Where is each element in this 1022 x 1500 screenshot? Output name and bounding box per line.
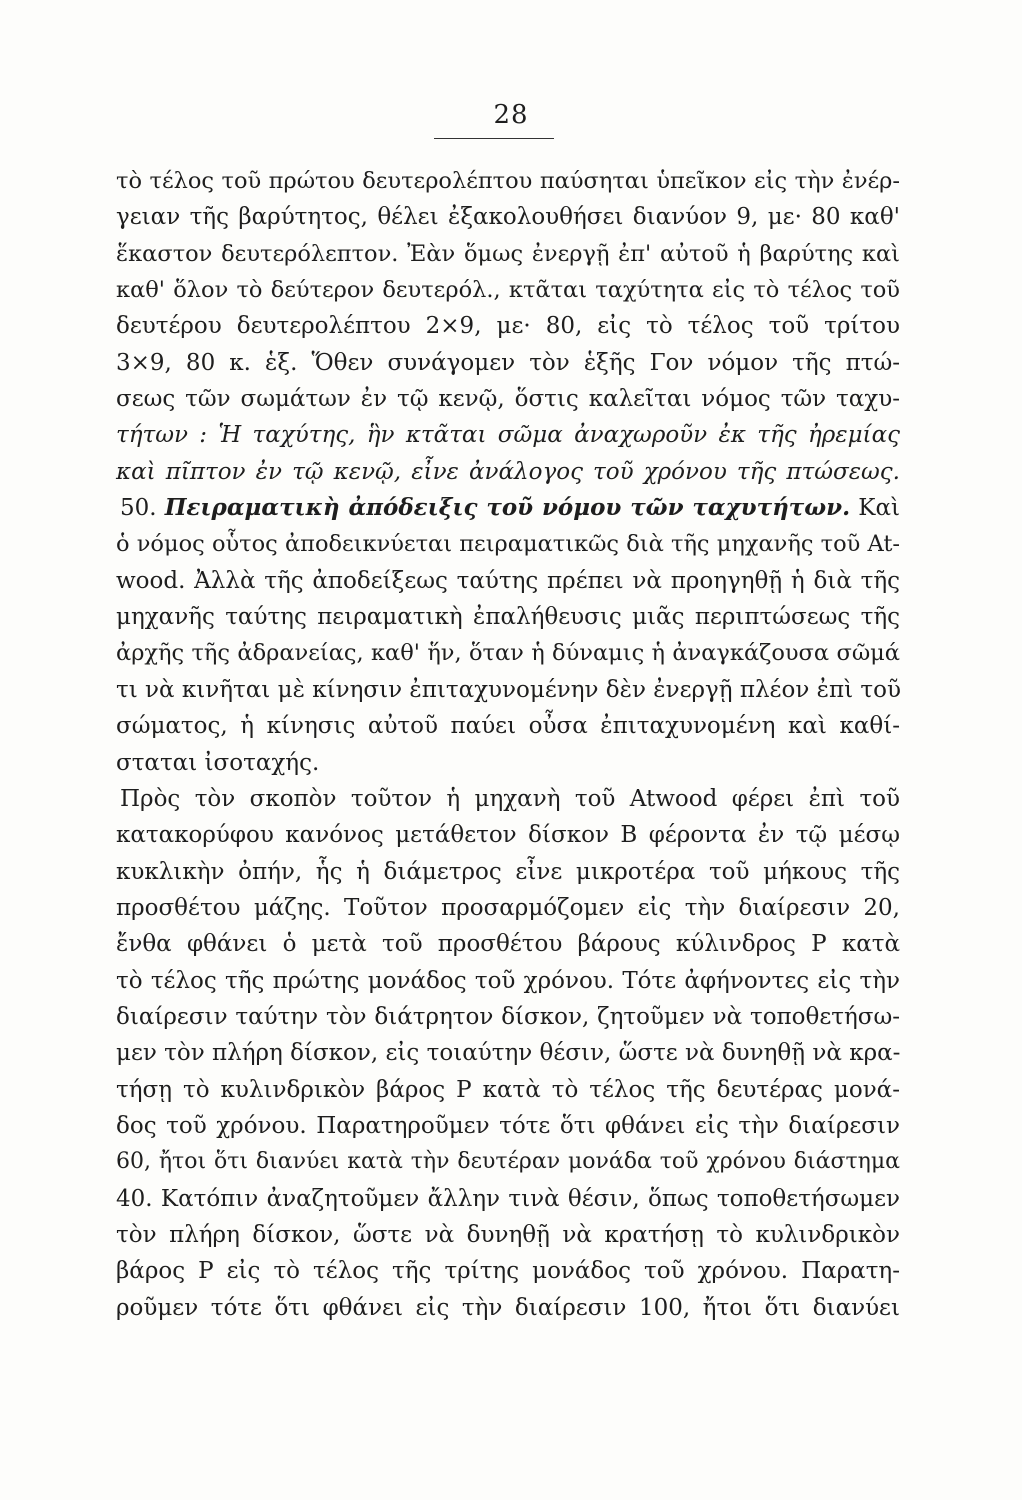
text-line: 40. Κατόπιν ἀναζητοῦμεν ἄλλην τινὰ θέσιν, ὅπως τοποθετήσωμεν — [116, 1185, 900, 1212]
text-line: σταται ἰσοταχής. — [116, 749, 320, 776]
section-number: 50. — [120, 495, 157, 522]
text-line: wood. Ἀλλὰ τῆς ἀποδείξεως ταύτης πρέπει νὰ προηγηθῇ ἡ διὰ τῆς — [116, 567, 900, 594]
text-line: τήσῃ τὸ κυλινδρικὸν βάρος Ρ κατὰ τὸ τέλος τῆς δευτέρας μονά- — [116, 1076, 900, 1103]
text-line: σώματος, ἡ κίνησις αὐτοῦ παύει οὖσα ἐπιταχυνομένη καὶ καθί- — [116, 713, 900, 740]
text-line: γειαν τῆς βαρύτητος, θέλει ἐξακολουθήσει διανύον 9, με· 80 καθ' — [116, 204, 900, 231]
text-line: διαίρεσιν ταύτην τὸν διάτρητον δίσκον, ζητοῦμεν νὰ τοποθετήσω- — [116, 1003, 900, 1030]
text-line: τὸ τέλος τοῦ πρώτου δευτερολέπτου παύσηται ὑπεῖκον εἰς τὴν ἐνέρ- — [116, 168, 900, 194]
text-line: κυκλικὴν ὀπήν, ἧς ἡ διάμετρος εἶνε μικροτέρα τοῦ μήκους τῆς — [116, 858, 900, 885]
text-line: τὸ τέλος τῆς πρώτης μονάδος τοῦ χρόνου. Τότε ἀφήνοντες εἰς τὴν — [116, 967, 900, 994]
body-text — [116, 163, 900, 1326]
text-line: τι νὰ κινῆται μὲ κίνησιν ἐπιταχυνομένην δὲν ἐνεργῇ πλέον ἐπὶ τοῦ — [116, 676, 901, 703]
text-line: μηχανῆς ταύτης πειραματικὴ ἐπαλήθευσις μιᾶς περιπτώσεως τῆς — [116, 604, 900, 631]
text-line: μεν τὸν πλήρη δίσκον, εἰς τοιαύτην θέσιν, ὥστε νὰ δυνηθῇ νὰ κρα- — [116, 1040, 901, 1067]
section-heading-line — [116, 490, 900, 526]
text-line: κατακορύφου κανόνος μετάθετον δίσκον Β φέροντα ἐν τῷ μέσῳ — [116, 822, 900, 849]
header-rule — [434, 138, 554, 139]
text-line: 3×9, 80 κ. ἑξ. Ὅθεν συνάγομεν τὸν ἑξῆς Γον νόμον τῆς πτώ- — [116, 349, 900, 376]
text-line: ροῦμεν τότε ὅτι φθάνει εἰς τὴν διαίρεσιν 100, ἤτοι ὅτι διανύει — [116, 1294, 900, 1321]
text-line: δευτέρου δευτερολέπτου 2×9, με· 80, εἰς τὸ τέλος τοῦ τρίτου — [116, 313, 900, 340]
text-line: δος τοῦ χρόνου. Παρατηροῦμεν τότε ὅτι φθάνει εἰς τὴν διαίρεσιν — [116, 1112, 900, 1139]
section-title: Πειραματικὴ ἀπόδειξις τοῦ νόμου τῶν ταχυτήτων. — [164, 494, 851, 522]
text-line: προσθέτου μάζης. Τοῦτον προσαρμόζομεν εἰς τὴν διαίρεσιν 20, — [116, 894, 900, 921]
page-number: 28 — [493, 100, 529, 130]
text-line: ἔνθα φθάνει ὁ μετὰ τοῦ προσθέτου βάρους κύλινδρος Ρ κατὰ — [116, 931, 900, 958]
text-line: τὸν πλήρη δίσκον, ὥστε νὰ δυνηθῇ νὰ κρατήσῃ τὸ κυλινδρικὸν — [116, 1221, 900, 1248]
law-statement-line: καὶ πῖπτον ἐν τῷ κενῷ, εἶνε ἀνάλογος τοῦ χρόνου τῆς πτώσεως. — [116, 458, 900, 485]
text-line: βάρος Ρ εἰς τὸ τέλος τῆς τρίτης μονάδος τοῦ χρόνου. Παρατη- — [116, 1258, 900, 1285]
text-line: ὁ νόμος οὗτος ἀποδεικνύεται πειραματικῶς διὰ τῆς μηχανῆς τοῦ At- — [116, 531, 900, 558]
text-line: σεως τῶν σωμάτων ἐν τῷ κενῷ, ὅστις καλεῖται νόμος τῶν ταχυ- — [116, 386, 900, 413]
text-line: ἕκαστον δευτερόλεπτον. Ἐὰν ὅμως ἐνεργῇ ἐπ' αὐτοῦ ἡ βαρύτης καὶ — [116, 240, 900, 267]
text-line: 60, ἤτοι ὅτι διανύει κατὰ τὴν δευτέραν μονάδα τοῦ χρόνου διάστημα — [116, 1149, 900, 1175]
text-line: ἀρχῆς τῆς ἀδρανείας, καθ' ἥν, ὅταν ἡ δύναμις ἡ ἀναγκάζουσα σῶμά — [116, 640, 900, 667]
text-line: καθ' ὅλον τὸ δεύτερον δευτερόλ., κτᾶται ταχύτητα εἰς τὸ τέλος τοῦ — [116, 277, 900, 304]
section-first-words: Καὶ — [858, 495, 901, 522]
law-statement-line: τήτων : Ἡ ταχύτης, ἣν κτᾶται σῶμα ἀναχωροῦν ἐκ τῆς ἠρεμίας — [116, 422, 900, 449]
paragraph-start-line: Πρὸς τὸν σκοπὸν τοῦτον ἡ μηχανὴ τοῦ Atwood φέρει ἐπὶ τοῦ — [120, 785, 900, 812]
